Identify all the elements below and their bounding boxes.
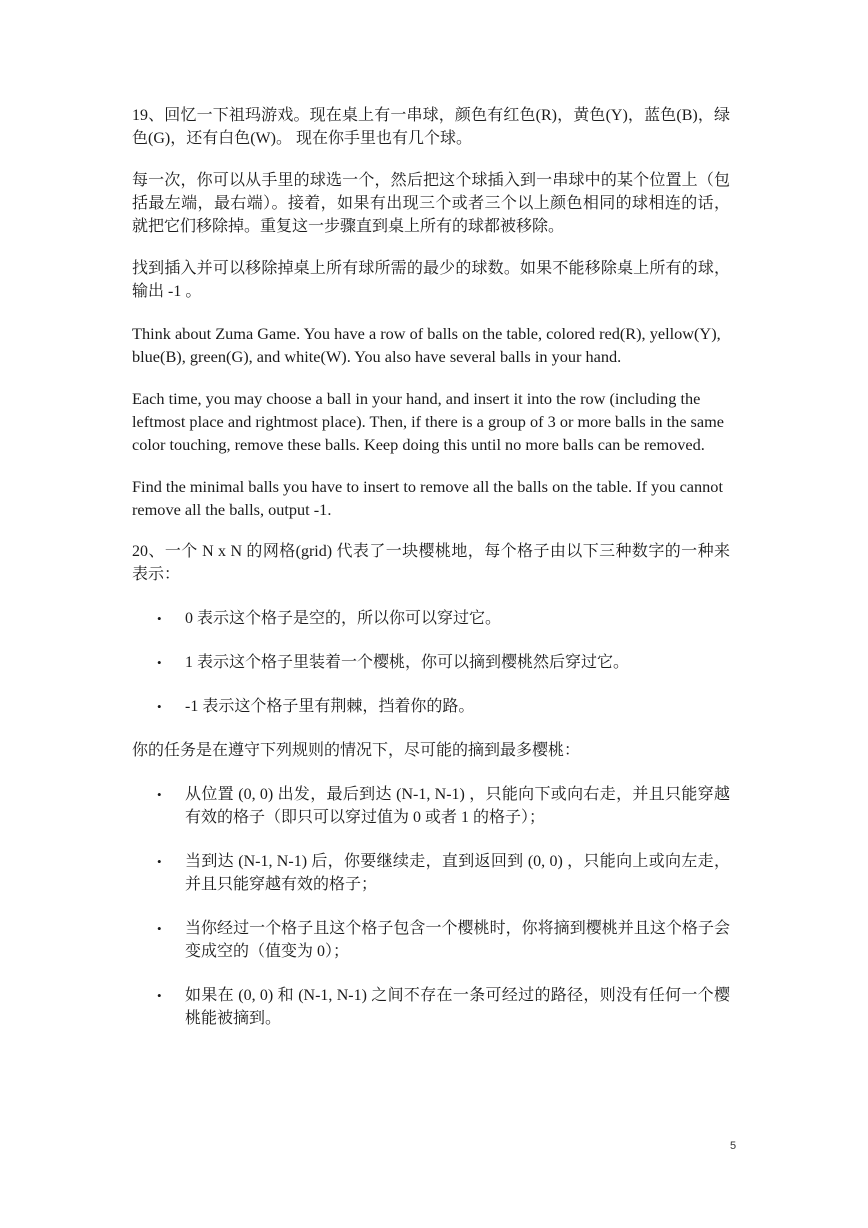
q20-task: 你的任务是在遵守下列规则的情况下，尽可能的摘到最多樱桃： [132, 742, 581, 759]
q20-legend-list [132, 607, 730, 718]
list-item: • 1 表示这个格子里装着一个樱桃，你可以摘到樱桃然后穿过它。 [132, 651, 730, 674]
bullet-icon: • [157, 655, 162, 670]
q19-cn-paragraph-3: 找到插入并可以移除掉桌上所有球所需的最少的球数。如果不能移除桌上所有的球，输出 -1 。 [132, 260, 730, 300]
bullet-icon: • [157, 854, 162, 869]
bullet-icon: • [157, 787, 162, 802]
list-item: • 当到达 (N-1, N-1) 后，你要继续走，直到返回到 (0, 0) ，只能向上或向左走，并且只能穿越有效的格子； [132, 850, 730, 896]
bullet-icon: • [157, 699, 162, 714]
list-item: • 0 表示这个格子是空的，所以你可以穿过它。 [132, 607, 730, 630]
q19-en-paragraph-2: Each time, you may choose a ball in your hand, and insert it into the row (including the leftmost place and rightmost place). Then, if there is a group of 3 or more balls in the same color touching, remove these balls. Keep doing this until no more balls can be removed. [132, 389, 724, 454]
list-item: • 从位置 (0, 0) 出发，最后到达 (N-1, N-1) ，只能向下或向右走，并且只能穿越有效的格子（即只可以穿过值为 0 或者 1 的格子）； [132, 783, 730, 829]
bullet-icon: • [157, 611, 162, 626]
q19-cn-paragraph-1: 19、回忆一下祖玛游戏。现在桌上有一串球，颜色有红色(R)，黄色(Y)，蓝色(B)，绿色(G)，还有白色(W)。 现在你手里也有几个球。 [132, 107, 730, 147]
list-item: • -1 表示这个格子里有荆棘，挡着你的路。 [132, 695, 730, 718]
q20-intro: 20、一个 N x N 的网格(grid) 代表了一块樱桃地，每个格子由以下三种数字的一种来表示： [132, 543, 730, 583]
bullet-icon: • [157, 988, 162, 1003]
list-item: • 当你经过一个格子且这个格子包含一个樱桃时，你将摘到樱桃并且这个格子会变成空的（值变为 0）； [132, 917, 730, 963]
q19-en-paragraph-3: Find the minimal balls you have to insert to remove all the balls on the table. If you cannot remove all the balls, output -1. [132, 477, 723, 519]
q19-en-paragraph-1: Think about Zuma Game. You have a row of balls on the table, colored red(R), yellow(Y), blue(B), green(G), and white(W). You also have several balls in your hand. [132, 324, 721, 366]
bullet-icon: • [157, 921, 162, 936]
page-number: 5 [730, 1140, 737, 1152]
document-page [132, 104, 730, 1030]
q19-cn-paragraph-2: 每一次，你可以从手里的球选一个，然后把这个球插入到一串球中的某个位置上（包括最左端，最右端）。接着，如果有出现三个或者三个以上颜色相同的球相连的话，就把它们移除掉。重复这一步骤直到桌上所有的球都被移除。 [132, 172, 730, 235]
list-item: • 如果在 (0, 0) 和 (N-1, N-1) 之间不存在一条可经过的路径，则没有任何一个樱桃能被摘到。 [132, 984, 730, 1030]
q20-rules-list [132, 783, 730, 1030]
